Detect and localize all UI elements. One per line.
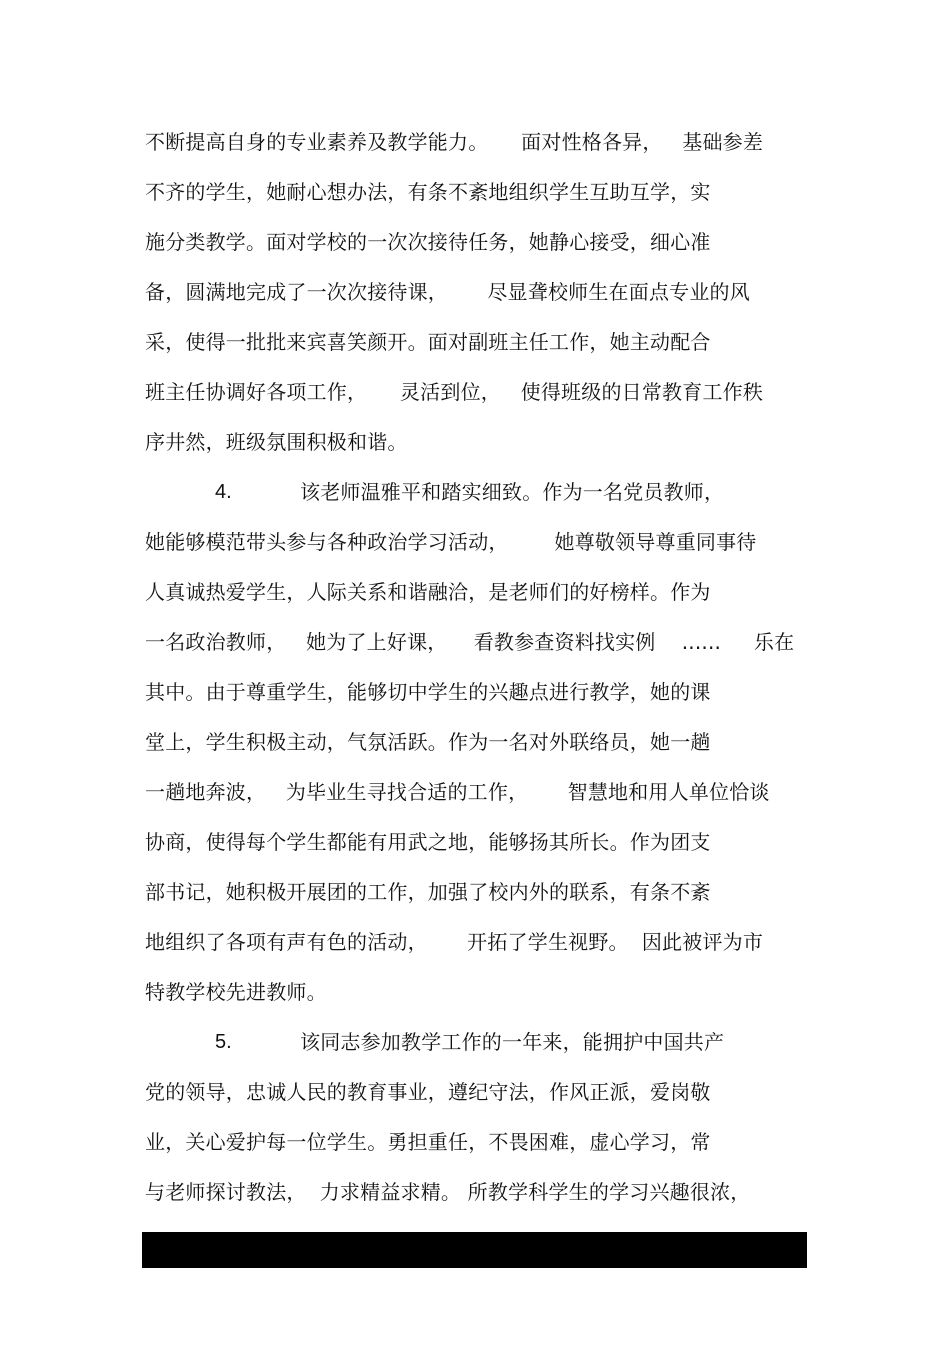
text-line: 序井然，班级氛围积极和谐。	[145, 430, 408, 454]
text-line: 特教学校先进教师。	[145, 980, 327, 1004]
text-line: 该同志参加教学工作的一年来，能拥护中国共产	[300, 1030, 725, 1054]
text-line: 地组织了各项有声有色的活动， 开拓了学生视野。 因此被评为市	[145, 930, 764, 954]
text-line: 党的领导，忠诚人民的教育事业，遵纪守法，作风正派，爱岗敬	[145, 1080, 711, 1104]
text-line: 部书记，她积极开展团的工作，加强了校内外的联系，有条不紊	[145, 880, 711, 904]
text-line: 施分类教学。面对学校的一次次接待任务，她静心接受，细心准	[145, 230, 711, 254]
text-line: 其中。由于尊重学生，能够切中学生的兴趣点进行教学，她的课	[145, 680, 711, 704]
text-line: 该老师温雅平和踏实细致。作为一名党员教师，	[300, 480, 725, 504]
text-line: 人真诚热爱学生，人际关系和谐融洽，是老师们的好榜样。作为	[145, 580, 711, 604]
text-line: 一趟地奔波， 为毕业生寻找合适的工作， 智慧地和用人单位恰谈	[145, 780, 770, 804]
text-line: 不断提高自身的专业素养及教学能力。 面对性格各异， 基础参差	[145, 130, 764, 154]
text-line: 采，使得一批批来宾喜笑颜开。面对副班主任工作，她主动配合	[145, 330, 711, 354]
text-line: 不齐的学生，她耐心想办法，有条不紊地组织学生互助互学，实	[145, 180, 711, 204]
text-line: 与老师探讨教法， 力求精益求精。 所教学科学生的学习兴趣很浓，	[145, 1180, 751, 1204]
redaction-bar	[142, 1232, 807, 1268]
text-line: 协商，使得每个学生都能有用武之地，能够扬其所长。作为团支	[145, 830, 711, 854]
text-line: 备，圆满地完成了一次次接待课， 尽显聋校师生在面点专业的风	[145, 280, 750, 304]
text-line: 堂上，学生积极主动，气氛活跃。作为一名对外联络员，她一趟	[145, 730, 711, 754]
text-line: 她能够模范带头参与各种政治学习活动， 她尊敬领导尊重同事待	[145, 530, 757, 554]
text-line: 业，关心爱护每一位学生。勇担重任，不畏困难，虚心学习，常	[145, 1130, 711, 1154]
paragraph-number: 5.	[215, 1031, 232, 1053]
paragraph-number: 4.	[215, 481, 232, 503]
text-line: 班主任协调好各项工作， 灵活到位， 使得班级的日常教育工作秩	[145, 380, 764, 404]
text-line: 一名政治教师， 她为了上好课， 看教参查资料找实例 ...... 乐在	[145, 630, 795, 654]
